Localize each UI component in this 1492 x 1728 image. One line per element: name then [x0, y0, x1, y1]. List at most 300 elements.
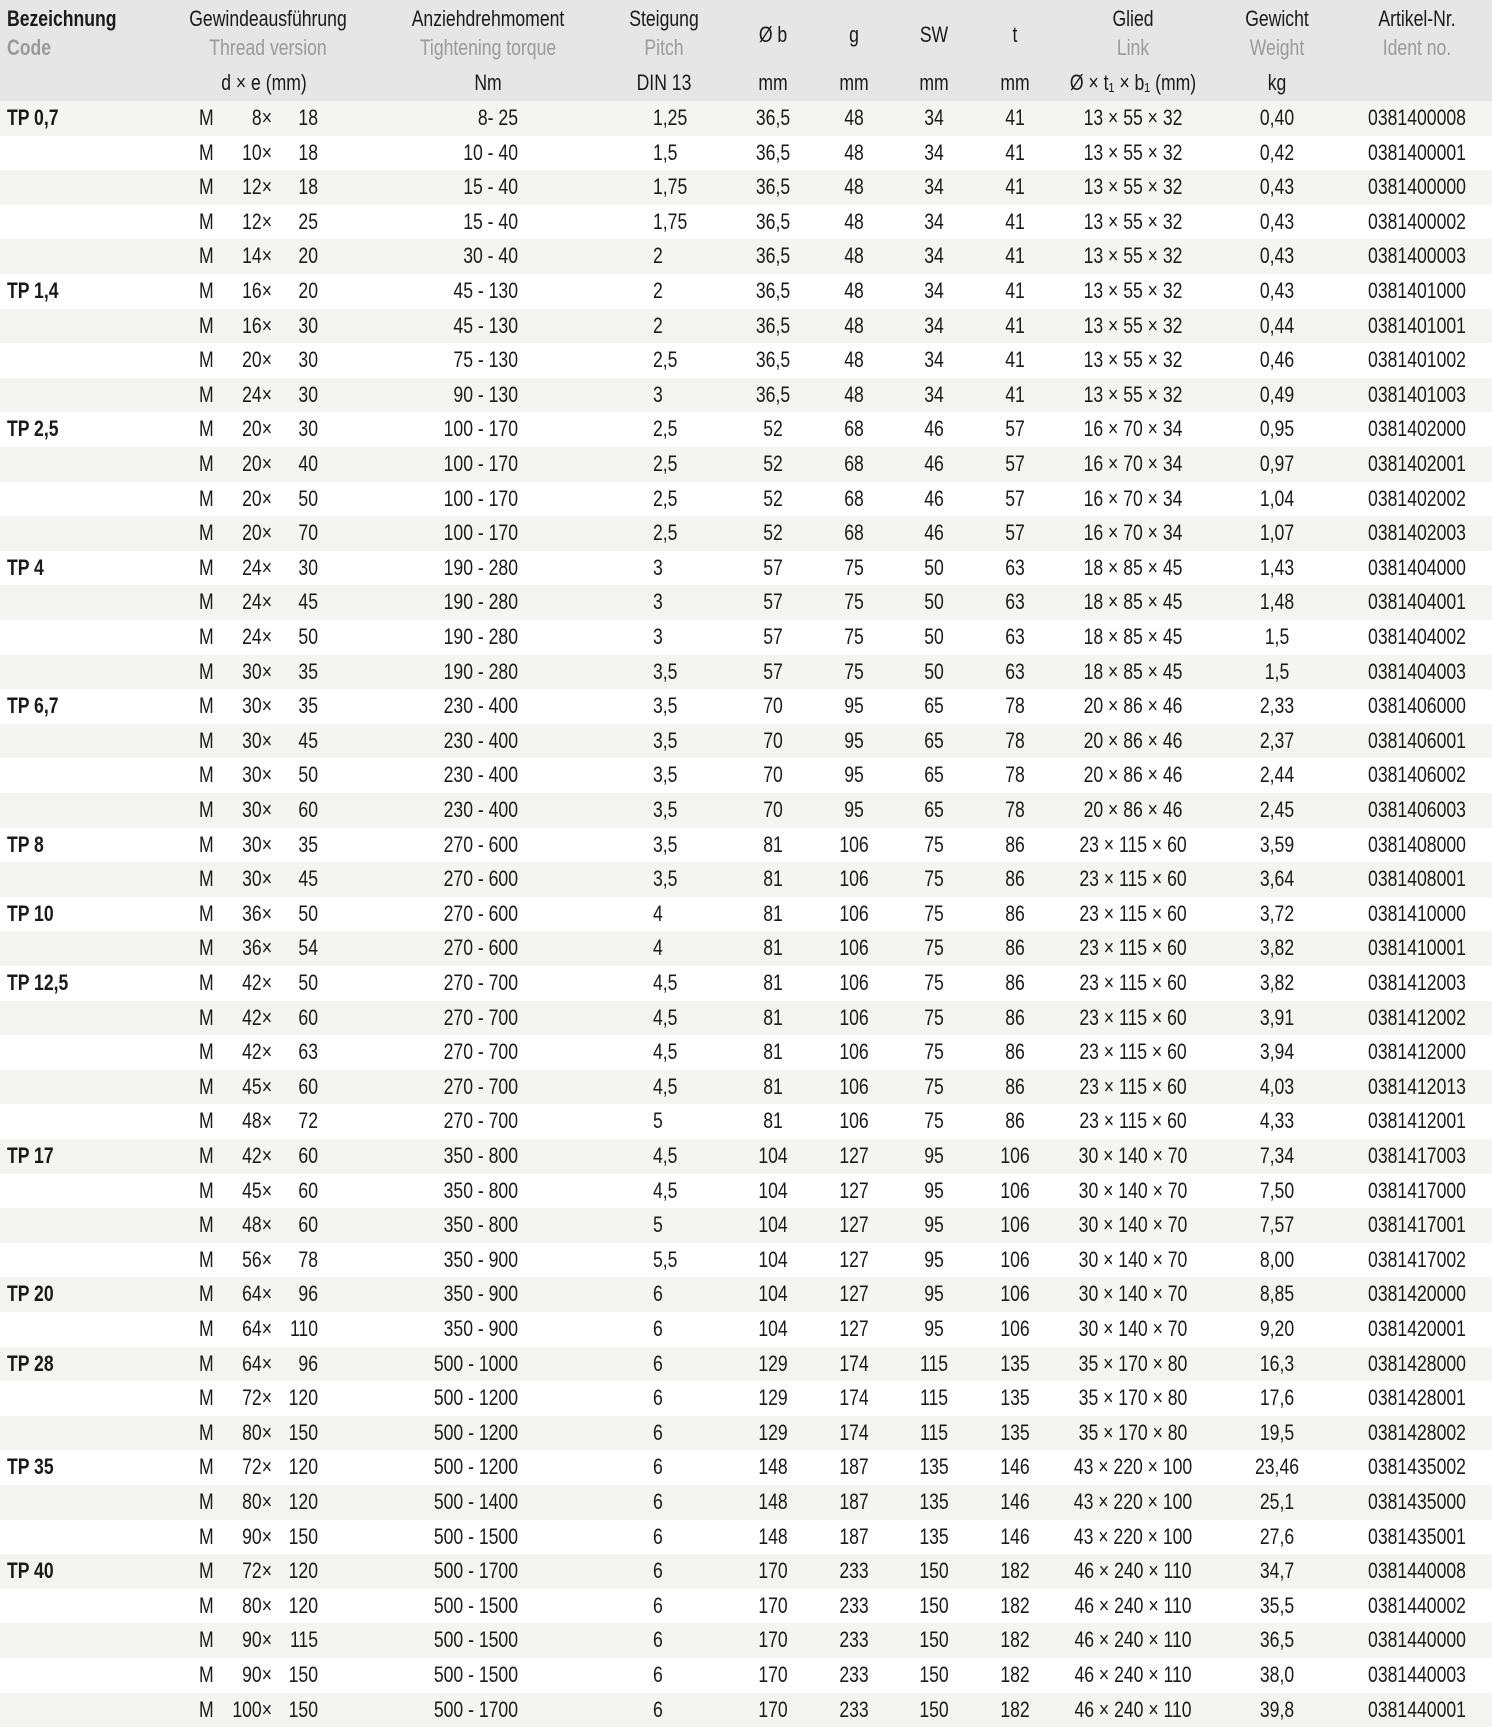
- cell-torque: 500 - 1500: [433, 1662, 518, 1687]
- cell-weight: 1,04: [1259, 485, 1295, 511]
- cell-pitch: 2: [653, 278, 663, 303]
- cell-g: 127: [839, 1316, 869, 1341]
- cell-g: 187: [839, 1454, 869, 1480]
- cell-thread-d: 30×: [242, 693, 272, 719]
- cell-link: 23 × 115 × 60: [1079, 1004, 1187, 1030]
- cell-b: 81: [763, 1108, 783, 1134]
- cell-sw: 135: [919, 1489, 949, 1514]
- cell-weight: 35,5: [1259, 1592, 1295, 1618]
- cell-weight: 17,6: [1259, 1385, 1295, 1411]
- cell-t: 182: [1000, 1696, 1030, 1722]
- header-thread-unit: d × e (mm): [221, 70, 307, 95]
- cell-thread-d: 24×: [242, 624, 272, 649]
- cell-torque: 45 - 130: [453, 278, 518, 303]
- cell-pitch: 1,75: [653, 208, 688, 234]
- cell-torque: 190 - 280: [443, 624, 518, 649]
- cell-weight: 9,20: [1259, 1316, 1295, 1341]
- cell-b: 57: [763, 589, 783, 615]
- cell-g: 75: [844, 554, 864, 580]
- cell-g: 48: [844, 381, 864, 407]
- cell-g: 187: [839, 1489, 869, 1514]
- cell-thread-e: 110: [289, 1316, 318, 1341]
- cell-link: 23 × 115 × 60: [1079, 1108, 1187, 1134]
- cell-b: 70: [763, 797, 783, 822]
- cell-weight: 38,0: [1259, 1662, 1295, 1687]
- cell-weight: 3,94: [1259, 1039, 1295, 1065]
- cell-thread-d: 90×: [242, 1662, 272, 1687]
- cell-sw: 34: [924, 174, 944, 200]
- cell-sw: 75: [924, 1004, 944, 1030]
- table-row: [0, 1070, 1492, 1105]
- cell-sw: 95: [924, 1143, 944, 1168]
- cell-t: 146: [1000, 1454, 1030, 1480]
- cell-thread-e: 50: [298, 624, 318, 649]
- cell-t: 41: [1005, 312, 1025, 338]
- cell-pitch: 3: [653, 589, 663, 615]
- cell-thread-e: 78: [298, 1246, 318, 1272]
- cell-g: 68: [844, 520, 864, 546]
- header-t: t: [1012, 22, 1018, 47]
- cell-pitch: 6: [653, 1316, 663, 1341]
- table-row: [0, 1520, 1492, 1555]
- cell-torque: 8- 25: [477, 105, 518, 130]
- table-row: [0, 689, 1492, 724]
- cell-b: 36,5: [755, 278, 791, 303]
- cell-b: 104: [758, 1246, 788, 1272]
- cell-pitch: 4,5: [653, 1073, 678, 1099]
- cell-t: 86: [1005, 866, 1025, 892]
- cell-t: 106: [1000, 1212, 1030, 1238]
- cell-weight: 1,43: [1259, 554, 1295, 580]
- cell-pitch: 6: [653, 1281, 663, 1307]
- cell-b: 52: [763, 416, 783, 442]
- cell-pitch: 4,5: [653, 1177, 678, 1203]
- cell-ident: 0381440001: [1368, 1696, 1466, 1722]
- cell-g: 95: [844, 693, 864, 719]
- cell-pitch: 6: [653, 1696, 663, 1722]
- cell-thread-e: 150: [288, 1523, 318, 1549]
- cell-link: 23 × 115 × 60: [1079, 900, 1187, 926]
- cell-weight: 2,45: [1259, 797, 1295, 822]
- cell-code: TP 40: [7, 1558, 54, 1584]
- cell-thread-m: M: [199, 208, 214, 234]
- table-row: [0, 1174, 1492, 1209]
- cell-link: 46 × 240 × 110: [1074, 1558, 1192, 1584]
- table-header: [0, 0, 1492, 101]
- header-link-de: Glied: [1112, 6, 1154, 31]
- cell-sw: 50: [924, 624, 944, 649]
- cell-thread-m: M: [199, 347, 214, 373]
- cell-g: 106: [839, 970, 869, 995]
- cell-g: 68: [844, 485, 864, 511]
- cell-link: 43 × 220 × 100: [1073, 1523, 1193, 1549]
- cell-weight: 3,72: [1259, 900, 1295, 926]
- cell-ident: 0381404001: [1368, 589, 1466, 615]
- cell-pitch: 3,5: [653, 658, 678, 684]
- cell-link: 16 × 70 × 34: [1083, 485, 1183, 511]
- cell-thread-m: M: [199, 1108, 214, 1134]
- cell-g: 48: [844, 208, 864, 234]
- cell-sw: 34: [924, 105, 944, 130]
- header-sw-unit: mm: [919, 70, 949, 95]
- cell-sw: 34: [924, 208, 944, 234]
- cell-torque: 100 - 170: [443, 520, 518, 546]
- cell-torque: 100 - 170: [443, 416, 518, 442]
- cell-torque: 10 - 40: [463, 139, 518, 165]
- cell-link: 35 × 170 × 80: [1078, 1350, 1188, 1376]
- cell-ident: 0381417000: [1368, 1177, 1466, 1203]
- cell-thread-m: M: [199, 693, 214, 719]
- cell-link: 35 × 170 × 80: [1078, 1385, 1188, 1411]
- table-row: [0, 1277, 1492, 1312]
- cell-g: 68: [844, 416, 864, 442]
- cell-b: 129: [758, 1419, 788, 1445]
- cell-weight: 2,37: [1259, 727, 1295, 753]
- cell-t: 182: [1000, 1662, 1030, 1687]
- cell-g: 127: [839, 1177, 869, 1203]
- cell-torque: 500 - 1700: [433, 1558, 518, 1584]
- cell-thread-d: 100×: [232, 1696, 272, 1722]
- cell-ident: 0381428002: [1368, 1419, 1466, 1445]
- cell-pitch: 3: [653, 624, 663, 649]
- cell-pitch: 6: [653, 1592, 663, 1618]
- cell-sw: 75: [924, 935, 944, 961]
- table-row: [0, 931, 1492, 966]
- table-row: [0, 274, 1492, 309]
- cell-g: 48: [844, 278, 864, 303]
- cell-thread-e: 45: [298, 727, 318, 753]
- cell-sw: 65: [924, 727, 944, 753]
- header-pitch-en: Pitch: [644, 35, 684, 60]
- cell-thread-e: 115: [289, 1627, 318, 1653]
- cell-ident: 0381412013: [1368, 1073, 1466, 1099]
- cell-thread-m: M: [199, 1592, 214, 1618]
- cell-torque: 350 - 900: [443, 1281, 518, 1307]
- cell-b: 129: [758, 1350, 788, 1376]
- cell-thread-e: 60: [298, 1004, 318, 1030]
- header-g-unit: mm: [839, 70, 869, 95]
- cell-ident: 0381428000: [1368, 1350, 1466, 1376]
- cell-link: 13 × 55 × 32: [1083, 278, 1183, 303]
- table-row: [0, 1450, 1492, 1485]
- cell-thread-e: 60: [298, 1143, 318, 1168]
- cell-b: 36,5: [755, 139, 791, 165]
- cell-thread-d: 20×: [242, 347, 272, 373]
- cell-weight: 3,64: [1259, 866, 1295, 892]
- cell-thread-e: 70: [298, 520, 318, 546]
- cell-b: 81: [763, 1073, 783, 1099]
- cell-g: 48: [844, 174, 864, 200]
- header-thread-en: Thread version: [209, 35, 327, 60]
- cell-thread-d: 72×: [242, 1385, 272, 1411]
- header-weight-en: Weight: [1249, 35, 1305, 60]
- cell-ident: 0381440002: [1368, 1592, 1466, 1618]
- cell-sw: 50: [924, 554, 944, 580]
- header-b: Ø b: [758, 22, 788, 47]
- cell-thread-m: M: [199, 1246, 214, 1272]
- cell-g: 75: [844, 589, 864, 615]
- cell-ident: 0381406001: [1368, 727, 1466, 753]
- cell-ident: 0381400002: [1368, 208, 1466, 234]
- cell-link: 35 × 170 × 80: [1078, 1419, 1188, 1445]
- cell-g: 106: [839, 935, 869, 961]
- cell-sw: 135: [919, 1523, 949, 1549]
- cell-thread-e: 18: [298, 139, 318, 165]
- cell-thread-m: M: [199, 589, 214, 615]
- cell-link: 23 × 115 × 60: [1079, 1073, 1187, 1099]
- cell-sw: 65: [924, 693, 944, 719]
- cell-t: 63: [1005, 624, 1025, 649]
- cell-b: 148: [758, 1523, 788, 1549]
- cell-t: 106: [1000, 1316, 1030, 1341]
- cell-t: 57: [1005, 520, 1025, 546]
- table-row: [0, 1623, 1492, 1658]
- cell-sw: 50: [924, 658, 944, 684]
- table-row: [0, 793, 1492, 828]
- cell-pitch: 3,5: [653, 693, 678, 719]
- table-row: [0, 1693, 1492, 1728]
- cell-b: 170: [758, 1558, 788, 1584]
- table-row: [0, 1243, 1492, 1278]
- cell-b: 148: [758, 1489, 788, 1514]
- cell-b: 57: [763, 658, 783, 684]
- cell-thread-e: 50: [298, 485, 318, 511]
- cell-weight: 3,59: [1259, 831, 1295, 857]
- cell-torque: 230 - 400: [443, 762, 518, 788]
- table-row: [0, 585, 1492, 620]
- cell-b: 170: [758, 1592, 788, 1618]
- cell-link: 13 × 55 × 32: [1083, 243, 1183, 269]
- cell-pitch: 5: [653, 1108, 663, 1134]
- cell-sw: 95: [924, 1212, 944, 1238]
- cell-b: 70: [763, 762, 783, 788]
- cell-sw: 34: [924, 381, 944, 407]
- cell-g: 127: [839, 1143, 869, 1168]
- cell-thread-m: M: [199, 278, 214, 303]
- cell-sw: 34: [924, 312, 944, 338]
- cell-b: 81: [763, 970, 783, 995]
- cell-ident: 0381404002: [1368, 624, 1466, 649]
- cell-ident: 0381400003: [1368, 243, 1466, 269]
- cell-link: 18 × 85 × 45: [1083, 624, 1183, 649]
- header-t-unit: mm: [1000, 70, 1030, 95]
- cell-ident: 0381401000: [1368, 278, 1466, 303]
- cell-ident: 0381401001: [1368, 312, 1466, 338]
- cell-weight: 0,43: [1259, 278, 1295, 303]
- cell-code: TP 2,5: [7, 416, 59, 442]
- cell-thread-e: 50: [298, 900, 318, 926]
- header-b-unit: mm: [758, 70, 788, 95]
- cell-b: 36,5: [755, 105, 791, 130]
- cell-ident: 0381420001: [1368, 1316, 1466, 1341]
- header-weight-de: Gewicht: [1245, 6, 1309, 31]
- cell-thread-d: 64×: [242, 1316, 272, 1341]
- cell-torque: 500 - 1400: [433, 1489, 518, 1514]
- cell-pitch: 1,75: [653, 174, 688, 200]
- cell-ident: 0381420000: [1368, 1281, 1466, 1307]
- cell-sw: 75: [924, 866, 944, 892]
- table-row: [0, 412, 1492, 447]
- cell-torque: 500 - 1200: [433, 1454, 518, 1480]
- cell-weight: 0,42: [1259, 139, 1295, 165]
- cell-g: 106: [839, 1073, 869, 1099]
- cell-g: 95: [844, 797, 864, 822]
- cell-ident: 0381402000: [1368, 416, 1466, 442]
- cell-link: 46 × 240 × 110: [1074, 1592, 1192, 1618]
- cell-pitch: 2,5: [653, 347, 678, 373]
- cell-b: 104: [758, 1177, 788, 1203]
- cell-pitch: 3,5: [653, 797, 678, 822]
- cell-t: 41: [1005, 243, 1025, 269]
- cell-sw: 75: [924, 970, 944, 995]
- cell-thread-m: M: [199, 381, 214, 407]
- cell-thread-e: 60: [298, 1177, 318, 1203]
- cell-thread-d: 30×: [242, 866, 272, 892]
- cell-g: 106: [839, 866, 869, 892]
- cell-ident: 0381400000: [1368, 174, 1466, 200]
- cell-t: 41: [1005, 105, 1025, 130]
- cell-t: 78: [1005, 727, 1025, 753]
- cell-pitch: 2,5: [653, 485, 678, 511]
- cell-pitch: 2,5: [653, 416, 678, 442]
- cell-thread-d: 42×: [242, 970, 272, 995]
- cell-weight: 36,5: [1259, 1627, 1295, 1653]
- cell-b: 81: [763, 1004, 783, 1030]
- cell-thread-d: 42×: [242, 1039, 272, 1065]
- cell-code: TP 1,4: [7, 278, 59, 303]
- cell-thread-e: 35: [298, 658, 318, 684]
- cell-thread-m: M: [199, 243, 214, 269]
- cell-sw: 50: [924, 589, 944, 615]
- cell-pitch: 6: [653, 1454, 663, 1480]
- cell-weight: 1,48: [1259, 589, 1295, 615]
- cell-thread-e: 35: [298, 831, 318, 857]
- cell-b: 129: [758, 1385, 788, 1411]
- table-row: [0, 655, 1492, 690]
- cell-torque: 500 - 1500: [433, 1592, 518, 1618]
- table-row: [0, 966, 1492, 1001]
- cell-thread-e: 120: [288, 1454, 318, 1480]
- cell-code: TP 8: [7, 831, 44, 857]
- cell-thread-d: 72×: [242, 1558, 272, 1584]
- cell-weight: 0,46: [1259, 347, 1295, 373]
- cell-g: 48: [844, 243, 864, 269]
- cell-thread-e: 54: [298, 935, 318, 961]
- cell-thread-d: 45×: [242, 1177, 272, 1203]
- table-row: [0, 758, 1492, 793]
- cell-b: 52: [763, 520, 783, 546]
- cell-ident: 0381402001: [1368, 451, 1466, 476]
- cell-link: 23 × 115 × 60: [1079, 935, 1187, 961]
- cell-pitch: 6: [653, 1627, 663, 1653]
- cell-t: 135: [1000, 1419, 1030, 1445]
- cell-t: 106: [1000, 1246, 1030, 1272]
- table-row: [0, 309, 1492, 344]
- cell-thread-d: 80×: [242, 1419, 272, 1445]
- cell-t: 86: [1005, 831, 1025, 857]
- cell-pitch: 3: [653, 554, 663, 580]
- cell-b: 104: [758, 1143, 788, 1168]
- cell-thread-m: M: [199, 554, 214, 580]
- cell-sw: 34: [924, 347, 944, 373]
- cell-weight: 27,6: [1259, 1523, 1295, 1549]
- header-torque-en: Tightening torque: [419, 35, 557, 60]
- cell-thread-m: M: [199, 485, 214, 511]
- cell-torque: 190 - 280: [443, 554, 518, 580]
- cell-b: 57: [763, 554, 783, 580]
- cell-torque: 270 - 700: [443, 1108, 518, 1134]
- cell-sw: 34: [924, 243, 944, 269]
- cell-ident: 0381417003: [1368, 1143, 1466, 1168]
- cell-thread-d: 16×: [242, 278, 272, 303]
- cell-thread-e: 25: [298, 208, 318, 234]
- cell-thread-d: 10×: [242, 139, 272, 165]
- cell-thread-m: M: [199, 1073, 214, 1099]
- table-row: [0, 378, 1492, 413]
- cell-code: TP 20: [7, 1281, 54, 1307]
- cell-code: TP 0,7: [7, 105, 59, 130]
- table-row: [0, 482, 1492, 517]
- cell-t: 78: [1005, 693, 1025, 719]
- cell-t: 106: [1000, 1177, 1030, 1203]
- cell-pitch: 5,5: [653, 1246, 678, 1272]
- cell-sw: 75: [924, 1108, 944, 1134]
- cell-pitch: 1,25: [653, 105, 688, 130]
- cell-b: 81: [763, 900, 783, 926]
- cell-ident: 0381440000: [1368, 1627, 1466, 1653]
- cell-link: 20 × 86 × 46: [1083, 797, 1183, 822]
- cell-thread-e: 30: [298, 416, 318, 442]
- cell-sw: 150: [919, 1696, 949, 1722]
- cell-thread-d: 30×: [242, 831, 272, 857]
- cell-ident: 0381408000: [1368, 831, 1466, 857]
- cell-pitch: 6: [653, 1385, 663, 1411]
- cell-link: 16 × 70 × 34: [1083, 451, 1183, 476]
- cell-t: 41: [1005, 174, 1025, 200]
- cell-thread-m: M: [199, 866, 214, 892]
- cell-weight: 3,91: [1259, 1004, 1295, 1030]
- cell-thread-m: M: [199, 727, 214, 753]
- cell-ident: 0381412003: [1368, 970, 1466, 995]
- cell-link: 43 × 220 × 100: [1073, 1489, 1193, 1514]
- cell-thread-e: 60: [298, 797, 318, 822]
- cell-link: 30 × 140 × 70: [1078, 1281, 1188, 1307]
- cell-torque: 500 - 1200: [433, 1419, 518, 1445]
- cell-thread-d: 24×: [242, 589, 272, 615]
- table-row: [0, 516, 1492, 551]
- cell-pitch: 4,5: [653, 1039, 678, 1065]
- cell-pitch: 3,5: [653, 762, 678, 788]
- cell-weight: 4,03: [1259, 1073, 1295, 1099]
- cell-ident: 0381401003: [1368, 381, 1466, 407]
- cell-t: 182: [1000, 1592, 1030, 1618]
- header-pitch-unit: DIN 13: [636, 70, 692, 95]
- cell-code: TP 4: [7, 554, 44, 580]
- cell-sw: 115: [919, 1350, 949, 1376]
- cell-link: 30 × 140 × 70: [1078, 1212, 1188, 1238]
- cell-pitch: 6: [653, 1350, 663, 1376]
- header-weight-unit: kg: [1267, 70, 1287, 95]
- cell-t: 78: [1005, 762, 1025, 788]
- cell-pitch: 4: [653, 900, 663, 926]
- cell-thread-m: M: [199, 1627, 214, 1653]
- cell-sw: 135: [919, 1454, 949, 1480]
- cell-t: 63: [1005, 589, 1025, 615]
- cell-t: 57: [1005, 485, 1025, 511]
- cell-b: 81: [763, 866, 783, 892]
- header-torque-unit: Nm: [474, 70, 502, 95]
- table-row: [0, 1001, 1492, 1036]
